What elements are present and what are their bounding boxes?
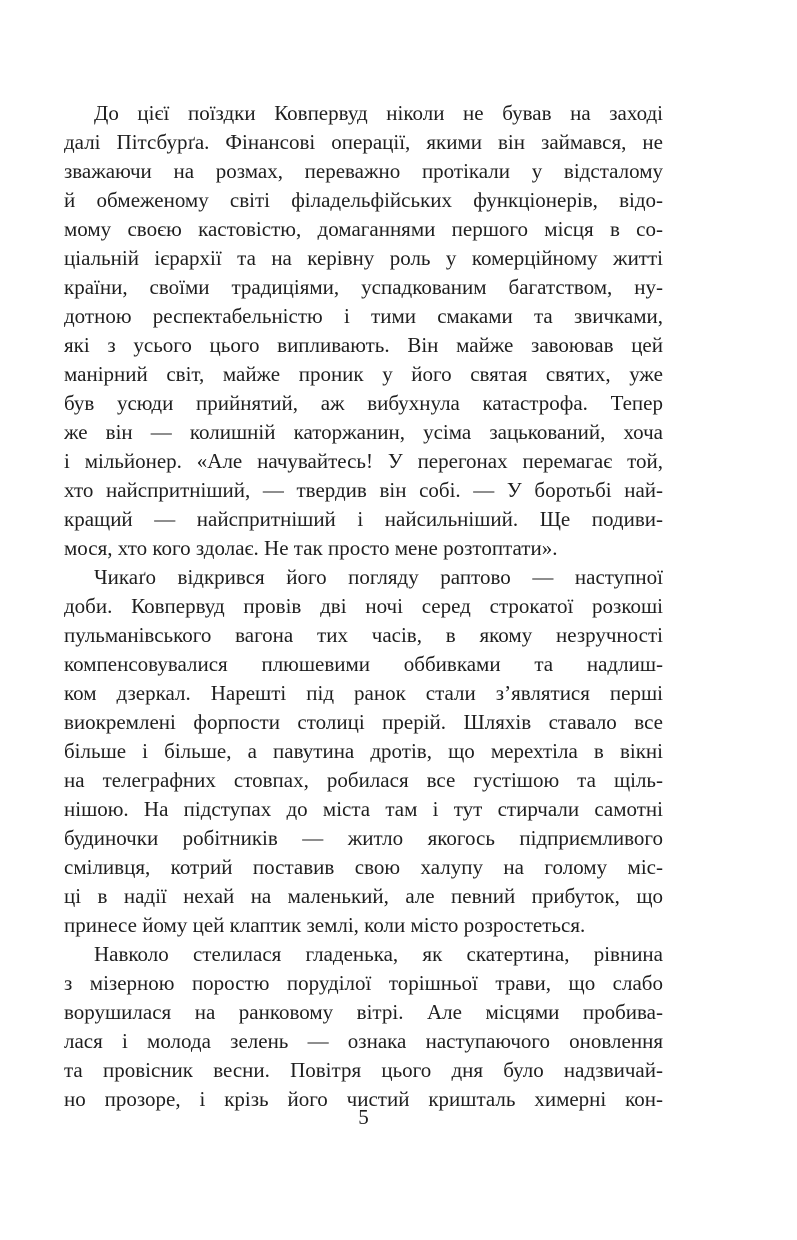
text-line: пульманівського вагона тих часів, в якому незручності — [64, 623, 663, 647]
text-line: ком дзеркал. Нарешті під ранок стали з’являтися перші — [64, 681, 663, 705]
text-line: далі Пітсбурґа. Фінансові операції, якими він займався, не — [64, 130, 663, 154]
text-line: будиночки робітників — житло якогось підприємливого — [64, 826, 663, 850]
page-number: 5 — [358, 1105, 369, 1129]
text-line: ціальній ієрархії та на керівну роль у комерційному житті — [64, 246, 663, 270]
text-line: кращий — найспритніший і найсильніший. Ще подиви- — [64, 507, 663, 531]
text-line: лася і молода зелень — ознака наступаючого оновлення — [64, 1029, 663, 1053]
text-line: дотною респектабельністю і тими смаками та звичками, — [64, 304, 663, 328]
text-block — [64, 99, 663, 1114]
text-line: До цієї поїздки Ковпервуд ніколи не бував на заході — [94, 101, 663, 125]
text-line: виокремлені форпости столиці прерій. Шляхів ставало все — [64, 710, 663, 734]
text-line: сміливця, котрий поставив свою халупу на голому міс- — [64, 855, 663, 879]
text-line: та провісник весни. Повітря цього дня було надзвичай- — [64, 1058, 663, 1082]
text-line: країни, своїми традиціями, успадкованим багатством, ну- — [64, 275, 663, 299]
paragraph — [64, 99, 663, 563]
text-line: і мільйонер. «Але начувайтесь! У перегонах перемагає той, — [64, 449, 663, 473]
text-line: доби. Ковпервуд провів дві ночі серед строкатої розкоші — [64, 594, 663, 618]
text-line: з мізерною поростю поруділої торішньої трави, що слабо — [64, 971, 663, 995]
text-line: манірний світ, майже проник у його святая святих, уже — [64, 362, 663, 386]
text-line: ворушилася на ранковому вітрі. Але місцями пробива- — [64, 1000, 663, 1024]
text-line: на телеграфних стовпах, робилася все густішою та щіль- — [64, 768, 663, 792]
text-line: й обмеженому світі філадельфійських функціонерів, відо- — [64, 188, 663, 212]
paragraph — [64, 940, 663, 1114]
text-line: Навколо стелилася гладенька, як скатертина, рівнина — [94, 942, 663, 966]
text-line: більше і більше, а павутина дротів, що мерехтіла в вікні — [64, 739, 663, 763]
text-line: компенсовувалися плюшевими оббивками та надлиш- — [64, 652, 663, 676]
text-line: но прозоре, і крізь його чистий кришталь химерні кон- — [64, 1087, 663, 1111]
text-line: нішою. На підступах до міста там і тут стирчали самотні — [64, 797, 663, 821]
text-line: мося, хто кого здолає. Не так просто мене розтоптати». — [64, 536, 558, 560]
paragraph — [64, 563, 663, 940]
text-line: Чикаґо відкрився його погляду раптово — наступної — [94, 565, 663, 589]
text-line: зважаючи на розмах, переважно протікали у відсталому — [64, 159, 663, 183]
text-line: мому своєю кастовістю, домаганнями першого місця в со- — [64, 217, 663, 241]
text-line: хто найспритніший, — твердив він собі. — У боротьбі най- — [64, 478, 663, 502]
text-line: ці в надії нехай на маленький, але певний прибуток, що — [64, 884, 663, 908]
text-line: принесе йому цей клаптик землі, коли місто розростеться. — [64, 913, 586, 937]
text-line: же він — колишній каторжанин, усіма зацькований, хоча — [64, 420, 663, 444]
text-line: які з усього цього випливають. Він майже завоював цей — [64, 333, 663, 357]
text-line: був усюди прийнятий, аж вибухнула катастрофа. Тепер — [64, 391, 663, 415]
